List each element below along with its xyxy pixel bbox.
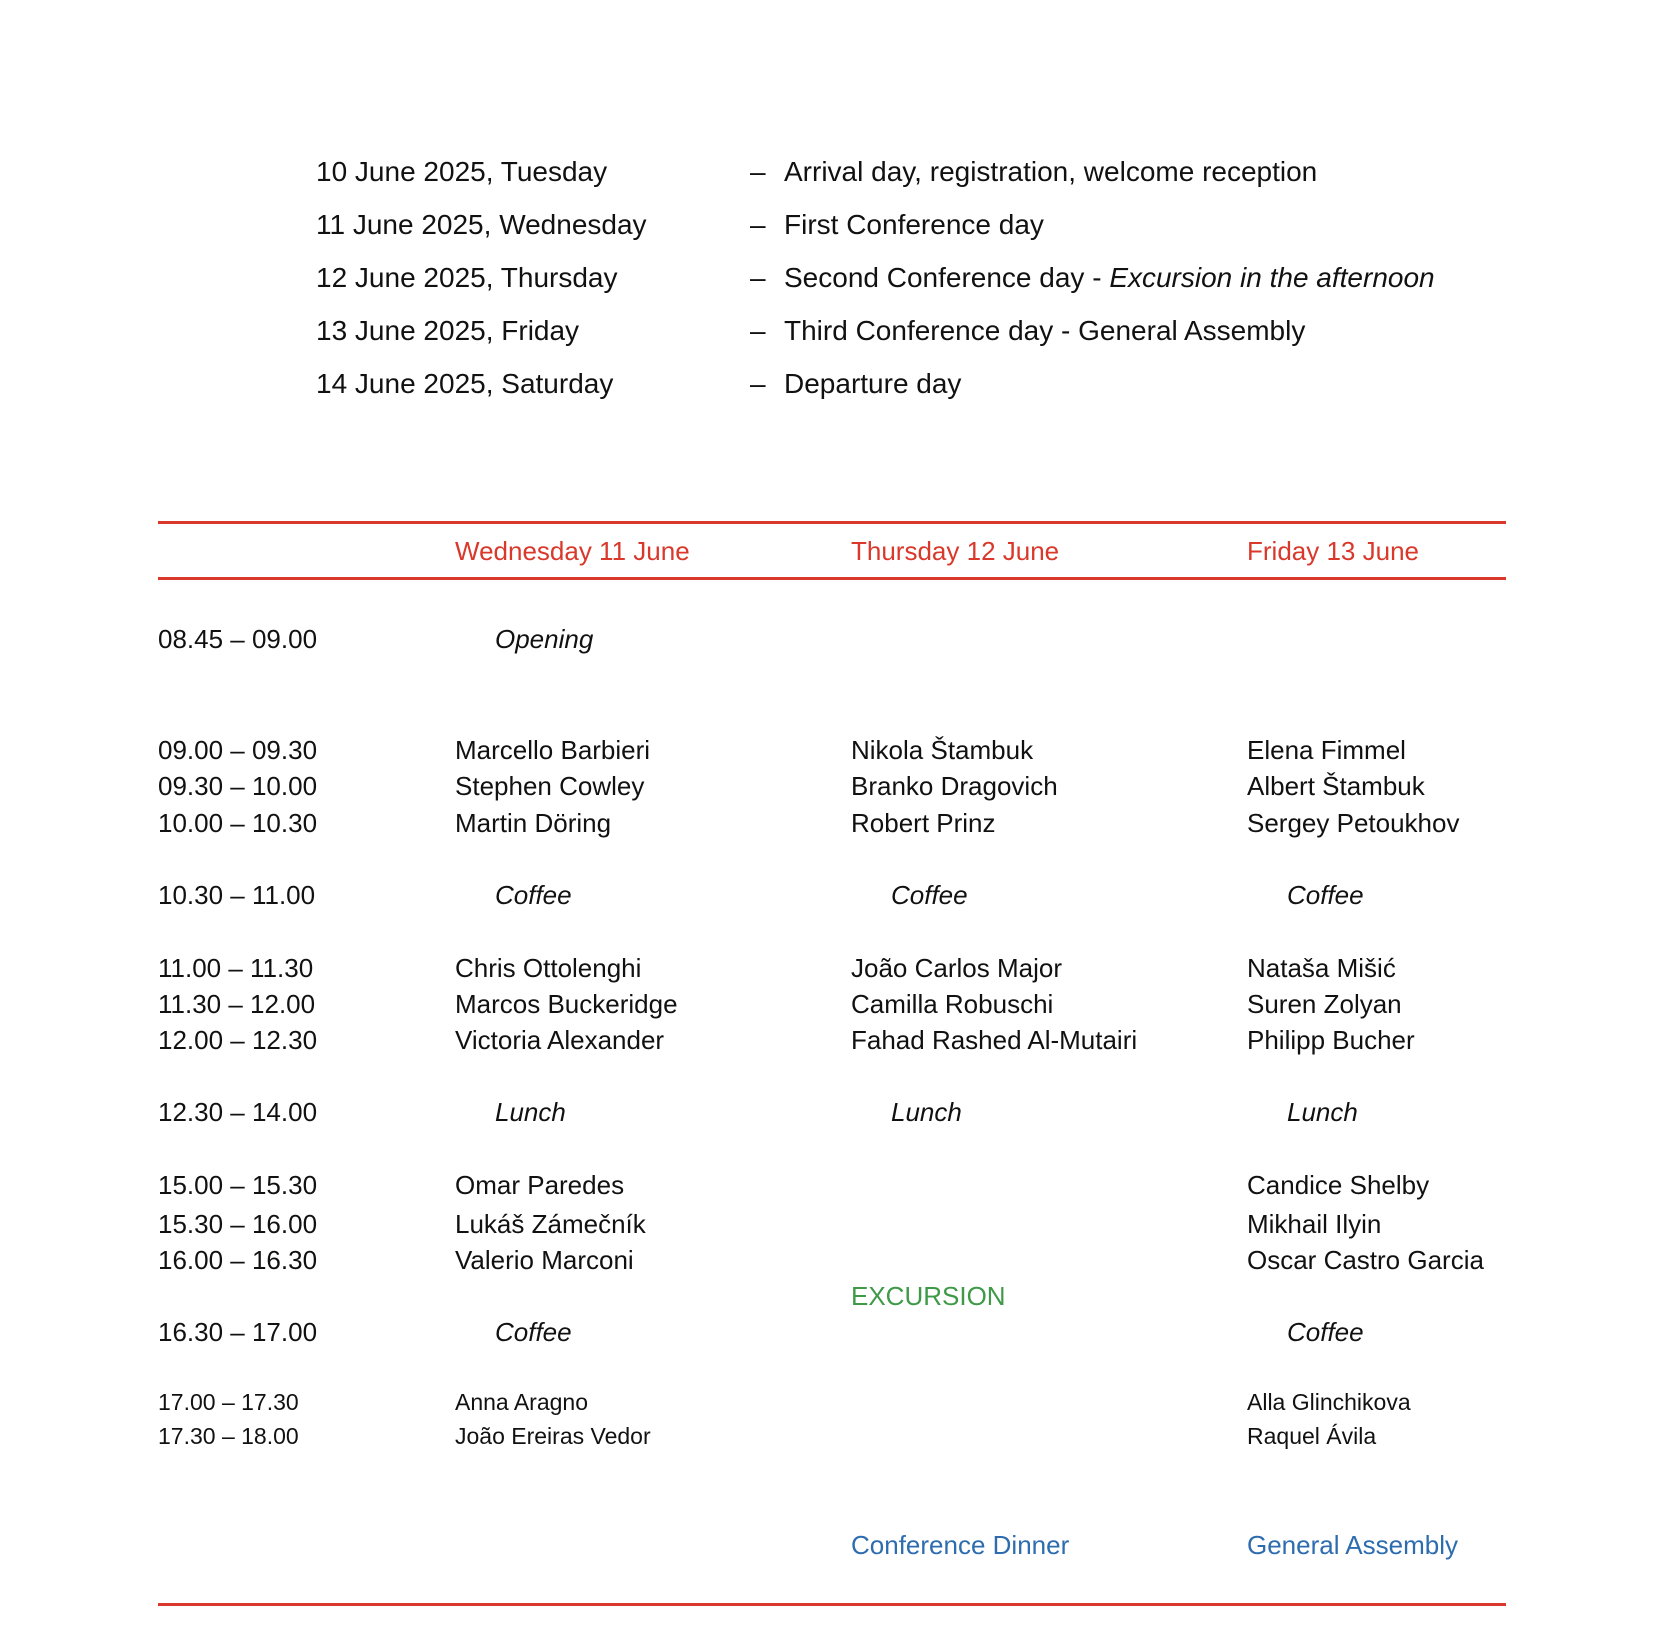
thu-speaker: Camilla Robuschi — [851, 989, 1054, 1019]
overview-description — [784, 156, 1317, 188]
overview-dash: – — [750, 315, 766, 346]
thu-conference-dinner: Conference Dinner — [851, 1530, 1070, 1560]
thu-speaker: João Carlos Major — [851, 953, 1062, 983]
wed-speaker: Valerio Marconi — [455, 1245, 634, 1275]
table-header-rule — [158, 577, 1506, 580]
table-bottom-rule — [158, 1603, 1506, 1606]
wed-lunch-break: Lunch — [495, 1097, 566, 1127]
time-slot: 17.30 – 18.00 — [158, 1423, 299, 1449]
overview-dash: – — [750, 209, 766, 240]
fri-speaker: Sergey Petoukhov — [1247, 808, 1460, 838]
time-slot: 11.30 – 12.00 — [158, 989, 316, 1019]
overview-description-text: Arrival day, registration, welcome reception — [784, 156, 1318, 187]
fri-speaker: Albert Štambuk — [1247, 771, 1425, 801]
overview-dash: – — [750, 262, 766, 293]
fri-speaker: Oscar Castro Garcia — [1247, 1245, 1484, 1275]
wed-speaker: Lukáš Zámečník — [455, 1209, 646, 1239]
fri-speaker: Candice Shelby — [1247, 1170, 1430, 1200]
time-slot: 12.30 – 14.00 — [158, 1097, 318, 1127]
day-header-friday: Friday 13 June — [1247, 536, 1419, 566]
overview-description-italic: Excursion in the afternoon — [1109, 262, 1435, 293]
fri-speaker: Elena Fimmel — [1247, 735, 1406, 765]
day-header-wednesday: Wednesday 11 June — [455, 536, 690, 566]
time-slot: 10.00 – 10.30 — [158, 808, 318, 838]
day-header-thursday: Thursday 12 June — [851, 536, 1060, 566]
wed-speaker: Victoria Alexander — [455, 1025, 665, 1055]
overview-date: 12 June 2025, Thursday — [316, 262, 618, 293]
overview-date: 10 June 2025, Tuesday — [316, 156, 608, 187]
wed-speaker: Marcos Buckeridge — [455, 989, 678, 1019]
thu-speaker: Branko Dragovich — [851, 771, 1058, 801]
time-slot: 15.30 – 16.00 — [158, 1209, 318, 1239]
thu-excursion: EXCURSION — [851, 1281, 1006, 1311]
time-slot: 15.00 – 15.30 — [158, 1170, 318, 1200]
overview-description-text: Second Conference day - — [784, 262, 1110, 293]
time-slot: 11.00 – 11.30 — [158, 953, 314, 983]
overview-description — [784, 262, 1435, 294]
wed-speaker: Omar Paredes — [455, 1170, 625, 1200]
time-slot: 10.30 – 11.00 — [158, 880, 316, 910]
wed-speaker: Stephen Cowley — [455, 771, 645, 801]
overview-description-text: Third Conference day - General Assembly — [784, 315, 1306, 346]
overview-description-text: First Conference day — [784, 209, 1044, 240]
fri-speaker: Suren Zolyan — [1247, 989, 1402, 1019]
overview-date: 13 June 2025, Friday — [316, 315, 580, 346]
table-top-rule — [158, 521, 1506, 524]
time-slot: 09.30 – 10.00 — [158, 771, 318, 801]
fri-general-assembly: General Assembly — [1247, 1530, 1458, 1560]
fri-speaker: Alla Glinchikova — [1247, 1389, 1411, 1415]
wed-speaker: Martin Döring — [455, 808, 612, 838]
time-slot: 09.00 – 09.30 — [158, 735, 318, 765]
time-slot: 12.00 – 12.30 — [158, 1025, 318, 1055]
time-slot: 08.45 – 09.00 — [158, 624, 318, 654]
thu-coffee-break: Coffee — [891, 880, 968, 910]
wed-coffee-break: Coffee — [495, 1317, 572, 1347]
wed-speaker: Marcello Barbieri — [455, 735, 651, 765]
overview-dash: – — [750, 368, 766, 399]
thu-speaker: Robert Prinz — [851, 808, 996, 838]
fri-coffee-break: Coffee — [1287, 880, 1364, 910]
thu-speaker: Nikola Štambuk — [851, 735, 1034, 765]
fri-speaker: Mikhail Ilyin — [1247, 1209, 1382, 1239]
fri-speaker: Nataša Mišić — [1247, 953, 1396, 983]
time-slot: 16.00 – 16.30 — [158, 1245, 318, 1275]
overview-description — [784, 315, 1305, 347]
overview-description-text: Departure day — [784, 368, 962, 399]
wed-speaker: Anna Aragno — [455, 1389, 589, 1415]
time-slot: 17.00 – 17.30 — [158, 1389, 299, 1415]
wed-speaker: João Ereiras Vedor — [455, 1423, 651, 1449]
overview-description — [784, 209, 1044, 241]
fri-lunch-break: Lunch — [1287, 1097, 1358, 1127]
time-slot: 16.30 – 17.00 — [158, 1317, 318, 1347]
thu-speaker: Fahad Rashed Al-Mutairi — [851, 1025, 1138, 1055]
overview-date: 11 June 2025, Wednesday — [316, 209, 647, 240]
fri-speaker: Raquel Ávila — [1247, 1423, 1377, 1449]
fri-speaker: Philipp Bucher — [1247, 1025, 1415, 1055]
wed-opening: Opening — [495, 624, 594, 654]
wed-coffee-break: Coffee — [495, 880, 572, 910]
fri-coffee-break: Coffee — [1287, 1317, 1364, 1347]
wed-speaker: Chris Ottolenghi — [455, 953, 642, 983]
overview-date: 14 June 2025, Saturday — [316, 368, 614, 399]
overview-dash: – — [750, 156, 766, 187]
thu-lunch-break: Lunch — [891, 1097, 962, 1127]
overview-description — [784, 368, 961, 400]
